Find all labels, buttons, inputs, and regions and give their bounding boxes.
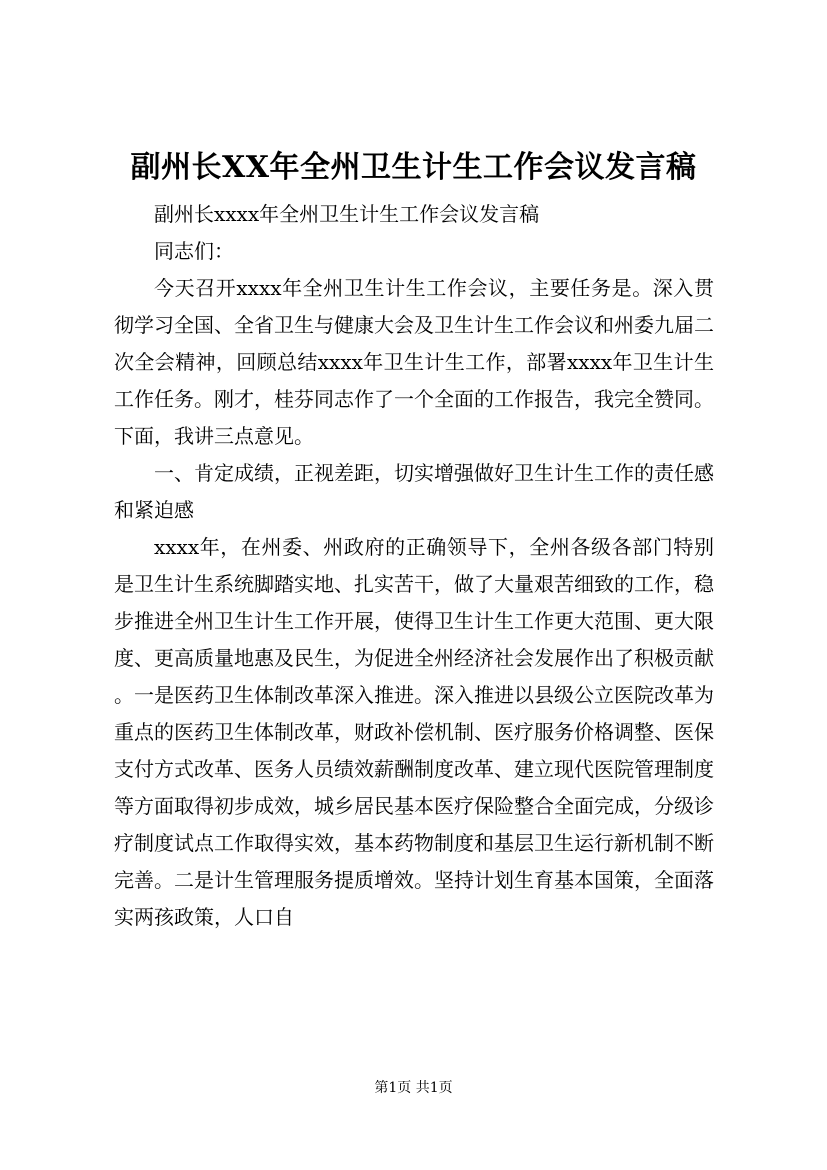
paragraph-salutation: 同志们：: [154, 239, 234, 263]
page-footer: 第1页 共1页: [374, 1080, 453, 1096]
document-body: [114, 196, 714, 936]
paragraph-achievements: xxxx年，在州委、州政府的正确领导下，全州各级各部门特别是卫生计生系统脚踏实地、扎实苦干，做了大量艰苦细致的工作，稳步推进全州卫生计生工作开展，使得卫生计生工作更大范围、更大限度、更高质量地惠及民生，为促进全州经济社会发展作出了积极贡献。一是医药卫生体制改革深入推进。深入推进以县级公立医院改革为重点的医药卫生体制改革，财政补偿机制、医疗服务价格调整、医保支付方式改革、医务人员绩效薪酬制度改革、建立现代医院管理制度等方面取得初步成效，城乡居民基本医疗保险整合全面完成，分级诊疗制度试点工作取得实效，基本药物制度和基层卫生运行新机制不断完善。二是计生管理服务提质增效。坚持计划生育基本国策，全面落实两孩政策，人口自: [114, 535, 714, 929]
paragraph-intro: 今天召开xxxx年全州卫生计生工作会议，主要任务是。深入贯彻学习全国、全省卫生与健康大会及卫生计生工作会议和州委九届二次全会精神，回顾总结xxxx年卫生计生工作，部署xxxx年卫生计生工作任务。刚才，桂芬同志作了一个全面的工作报告，我完全赞同。下面，我讲三点意见。: [114, 276, 714, 448]
paragraph-subtitle: 副州长xxxx年全州卫生计生工作会议发言稿: [154, 202, 540, 226]
paragraph-section-heading: 一、肯定成绩，正视差距，切实增强做好卫生计生工作的责任感和紧迫感: [114, 461, 714, 522]
document-title: 副州长XX年全州卫生计生工作会议发言稿: [130, 150, 697, 185]
